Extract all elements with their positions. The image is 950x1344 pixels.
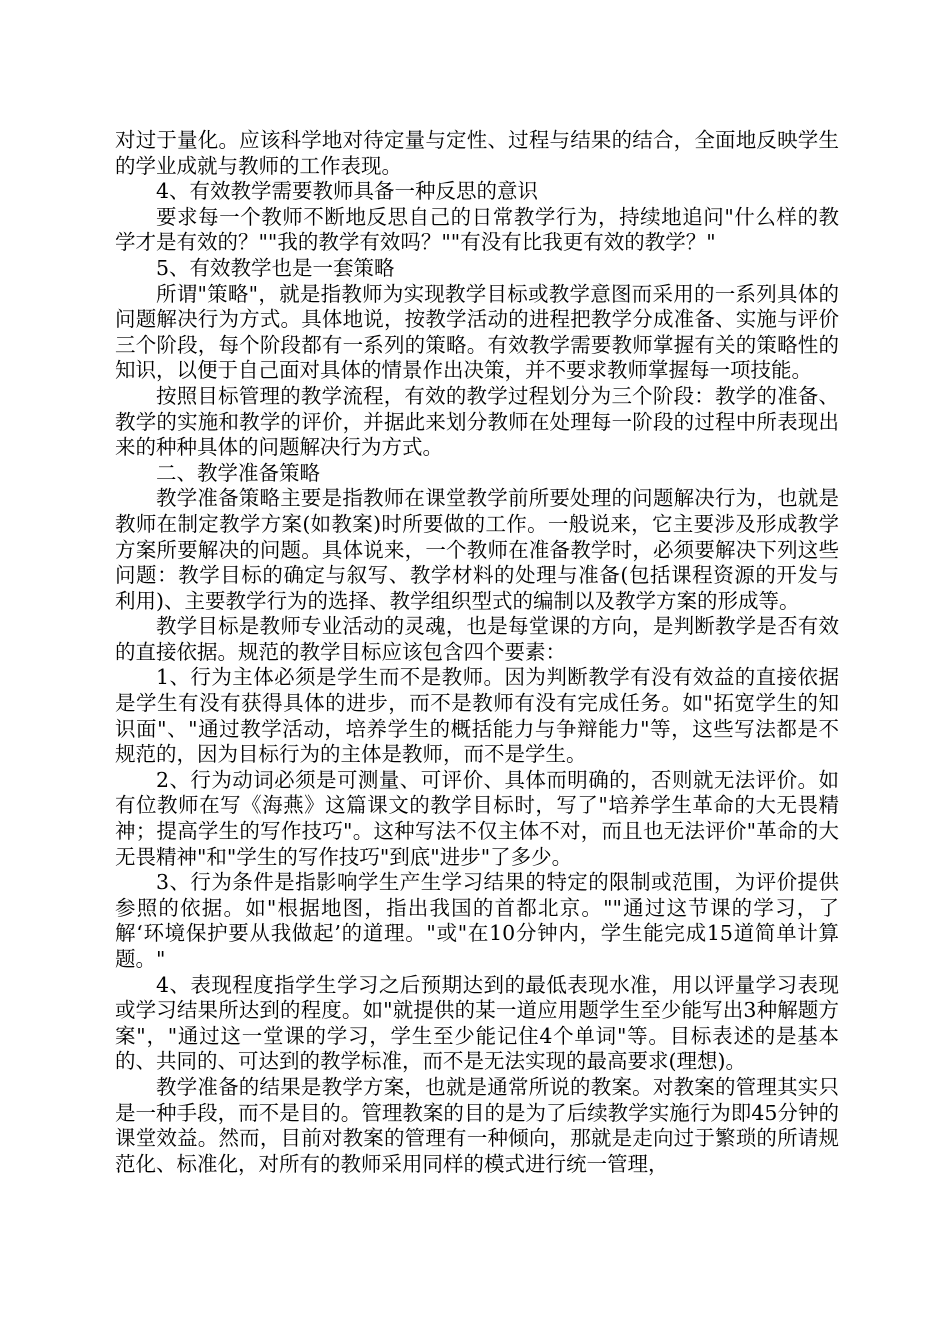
paragraph-strategy-definition: 所谓"策略"，就是指教师为实现教学目标或教学意图而采用的一系列具体的问题解决行为方式。具体地说，按教学活动的进程把教学分成准备、实施与评价三个阶段，每个阶段都有一系列的策略。有效教学需要教师掌握有关的策略性的知识，以便于自己面对具体的情景作出决策，并不要求教师掌握每一项技能。 [115, 281, 839, 383]
paragraph-element-subject: 1、行为主体必须是学生而不是教师。因为判断教学有没有效益的直接依据是学生有没有获得具体的进步，而不是教师有没有完成任务。如"拓宽学生的知识面"、"通过教学活动，培养学生的概括能力与争辩能力"等，这些写法都是不规范的，因为目标行为的主体是教师，而不是学生。 [115, 665, 839, 767]
heading-strategy: 5、有效教学也是一套策略 [156, 255, 395, 280]
document-body [115, 128, 839, 1177]
paragraph-reflection: 要求每一个教师不断地反思自己的日常教学行为，持续地追问"什么样的教学才是有效的？""我的教学有效吗？""有没有比我更有效的教学？" [115, 204, 839, 255]
paragraph-preparation-strategy: 教学准备策略主要是指教师在课堂教学前所要处理的问题解决行为，也就是教师在制定教学方案(如教案)时所要做的工作。一般说来，它主要涉及形成教学方案所要解决的问题。具体说来，一个教师在准备教学时，必须要解决下列这些问题：教学目标的确定与叙写、教学材料的处理与准备(包括课程资源的开发与利用)、主要教学行为的选择、教学组织型式的编制以及教学方案的形成等。 [115, 486, 839, 613]
paragraph-element-degree: 4、表现程度指学生学习之后预期达到的最低表现水准，用以评量学习表现或学习结果所达到的程度。如"就提供的某一道应用题学生至少能写出3种解题方案"，"通过这一堂课的学习，学生至少能记住4个单词"等。目标表述的是基本的、共同的、可达到的教学标准，而不是无法实现的最高要求(理想)。 [115, 972, 839, 1074]
paragraph-teaching-goals: 教学目标是教师专业活动的灵魂，也是每堂课的方向，是判断教学是否有效的直接依据。规范的教学目标应该包含四个要素： [115, 614, 839, 664]
paragraph-three-stages: 按照目标管理的教学流程，有效的教学过程划分为三个阶段：教学的准备、教学的实施和教学的评价，并据此来划分教师在处理每一阶段的过程中所表现出来的种种具体的问题解决行为方式。 [115, 383, 839, 460]
paragraph-element-condition: 3、行为条件是指影响学生产生学习结果的特定的限制或范围，为评价提供参照的依据。如"根据地图，指出我国的首都北京。""通过这节课的学习，了解‘环境保护要从我做起’的道理。"或"在10分钟内，学生能完成15道简单计算题。" [115, 870, 839, 971]
paragraph-lesson-plan: 教学准备的结果是教学方案，也就是通常所说的教案。对教案的管理其实只是一种手段，而不是目的。管理教案的目的是为了后续教学实施行为即45分钟的课堂效益。然而，目前对教案的管理有一种倾向，那就是走向过于繁琐的所请规范化、标准化，对所有的教师采用同样的模式进行统一管理， [115, 1074, 839, 1176]
section-heading-preparation: 二、教学准备策略 [156, 460, 320, 485]
paragraph-element-verb: 2、行为动词必须是可测量、可评价、具体而明确的，否则就无法评价。如有位教师在写《海燕》这篇课文的教学目标时，写了"培养学生革命的大无畏精神；提高学生的写作技巧"。这种写法不仅主体不对，而且也无法评价"革命的大无畏精神"和"学生的写作技巧"到底"进步"了多少。 [115, 767, 839, 869]
heading-reflection: 4、有效教学需要教师具备一种反思的意识 [156, 179, 539, 204]
paragraph-continuation: 对过于量化。应该科学地对待定量与定性、过程与结果的结合，全面地反映学生的学业成就与教师的工作表现。 [115, 128, 839, 178]
